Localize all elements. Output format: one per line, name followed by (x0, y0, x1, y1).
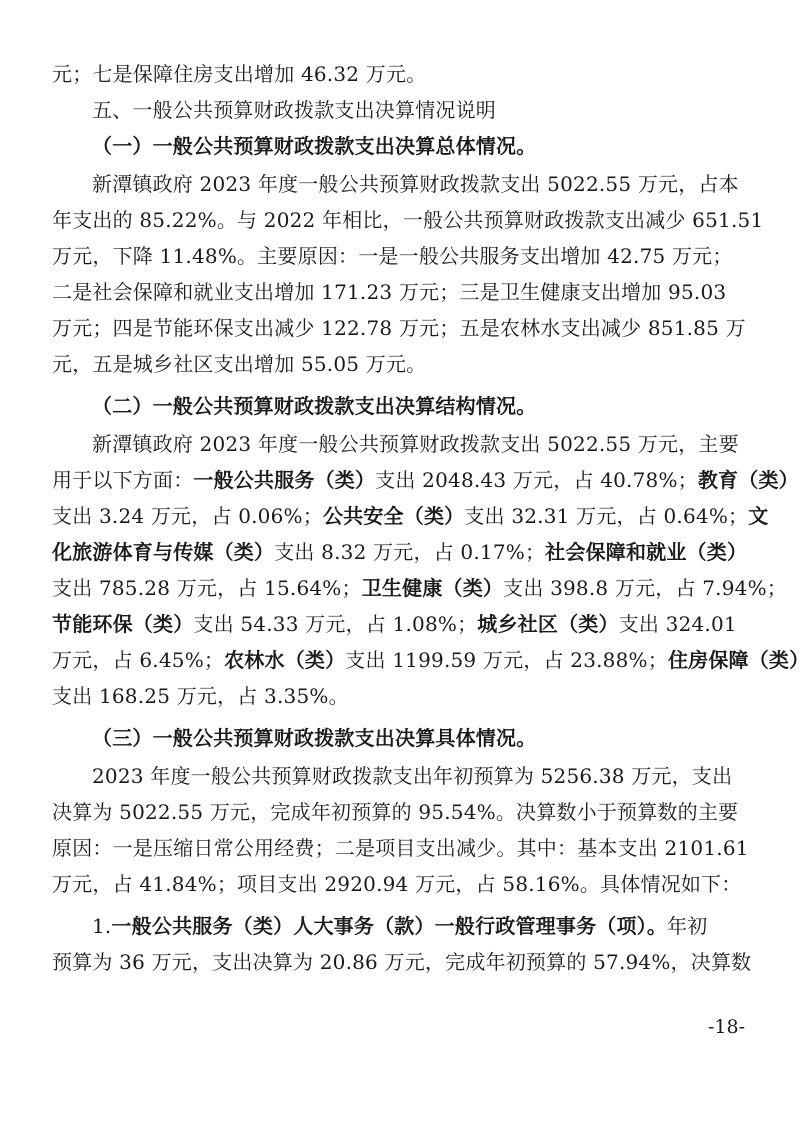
subsection-heading: （一）一般公共预算财政拨款支出决算总体情况。 (92, 134, 537, 158)
paragraph-line: 元；七是保障住房支出增加 46.32 万元。 (52, 62, 427, 86)
category-label: 节能环保（类） (52, 612, 194, 636)
category-label: 一般公共服务（类） (193, 468, 376, 492)
paragraph-line: 预算为 36 万元，支出决算为 20.86 万元，完成年初预算的 57.94%，决算数 (52, 950, 752, 974)
paragraph-line: 新潭镇政府 2023 年度一般公共预算财政拨款支出 5022.55 万元，主要 (92, 432, 739, 456)
paragraph-line: 新潭镇政府 2023 年度一般公共预算财政拨款支出 5022.55 万元，占本 (92, 172, 739, 196)
paragraph-line: 化旅游体育与传媒（类）支出 8.32 万元，占 0.17%；社会保障和就业（类） (52, 540, 748, 564)
section-heading: 五、一般公共预算财政拨款支出决算情况说明 (92, 98, 496, 122)
category-label: 化旅游体育与传媒（类） (52, 540, 275, 564)
paragraph-line: 年支出的 85.22%。与 2022 年相比，一般公共预算财政拨款支出减少 651.51 (52, 208, 764, 232)
paragraph-line: 万元，占 6.45%；农林水（类）支出 1199.59 万元，占 23.88%；住房保障（类） (52, 648, 809, 672)
paragraph-line: 1.一般公共服务（类）人大事务（款）一般行政管理事务（项）。年初 (92, 914, 708, 938)
paragraph-line: 原因：一是压缩日常公用经费；二是项目支出减少。其中：基本支出 2101.61 (52, 836, 749, 860)
subsection-heading: （三）一般公共预算财政拨款支出决算具体情况。 (92, 726, 537, 750)
category-label: 卫生健康（类） (361, 576, 504, 600)
paragraph-line: 万元，下降 11.48%。主要原因：一是一般公共服务支出增加 42.75 万元； (52, 244, 733, 268)
paragraph-line: 决算为 5022.55 万元，完成年初预算的 95.54%。决算数小于预算数的主要 (52, 800, 739, 824)
category-label: 城乡社区（类） (477, 612, 619, 636)
paragraph-line: 节能环保（类）支出 54.33 万元，占 1.08%；城乡社区（类）支出 324.01 (52, 612, 737, 636)
paragraph-line: 万元，占 41.84%；项目支出 2920.94 万元，占 58.16%。具体情况如下： (52, 872, 742, 896)
category-label: 教育（类） (697, 468, 799, 492)
page-number: -18- (707, 1016, 745, 1038)
paragraph-line: 支出 168.25 万元，占 3.35%。 (52, 684, 349, 708)
subsection-heading: （二）一般公共预算财政拨款支出决算结构情况。 (92, 394, 537, 418)
category-label: 文 (748, 504, 769, 528)
category-label: 社会保障和就业（类） (545, 540, 748, 564)
paragraph-line: 2023 年度一般公共预算财政拨款支出年初预算为 5256.38 万元，支出 (92, 764, 733, 788)
paragraph-line: 支出 3.24 万元，占 0.06%；公共安全（类）支出 32.31 万元，占 0.64%；文 (52, 504, 769, 528)
paragraph-line: 支出 785.28 万元，占 15.64%；卫生健康（类）支出 398.8 万元，占 7.94%； (52, 576, 787, 600)
category-label: 公共安全（类） (322, 504, 465, 528)
paragraph-line: 万元；四是节能环保支出减少 122.78 万元；五是农林水支出减少 851.85 万 (52, 316, 746, 340)
paragraph-line: 用于以下方面：一般公共服务（类）支出 2048.43 万元，占 40.78%；教育（类） (52, 468, 799, 492)
paragraph-line: 元，五是城乡社区支出增加 55.05 万元。 (52, 352, 427, 376)
category-label: 住房保障（类） (667, 648, 809, 672)
item-heading: 一般公共服务（类）人大事务（款）一般行政管理事务（项）。 (111, 914, 668, 938)
category-label: 农林水（类） (224, 648, 346, 672)
paragraph-line: 二是社会保障和就业支出增加 171.23 万元；三是卫生健康支出增加 95.03 (52, 280, 727, 304)
